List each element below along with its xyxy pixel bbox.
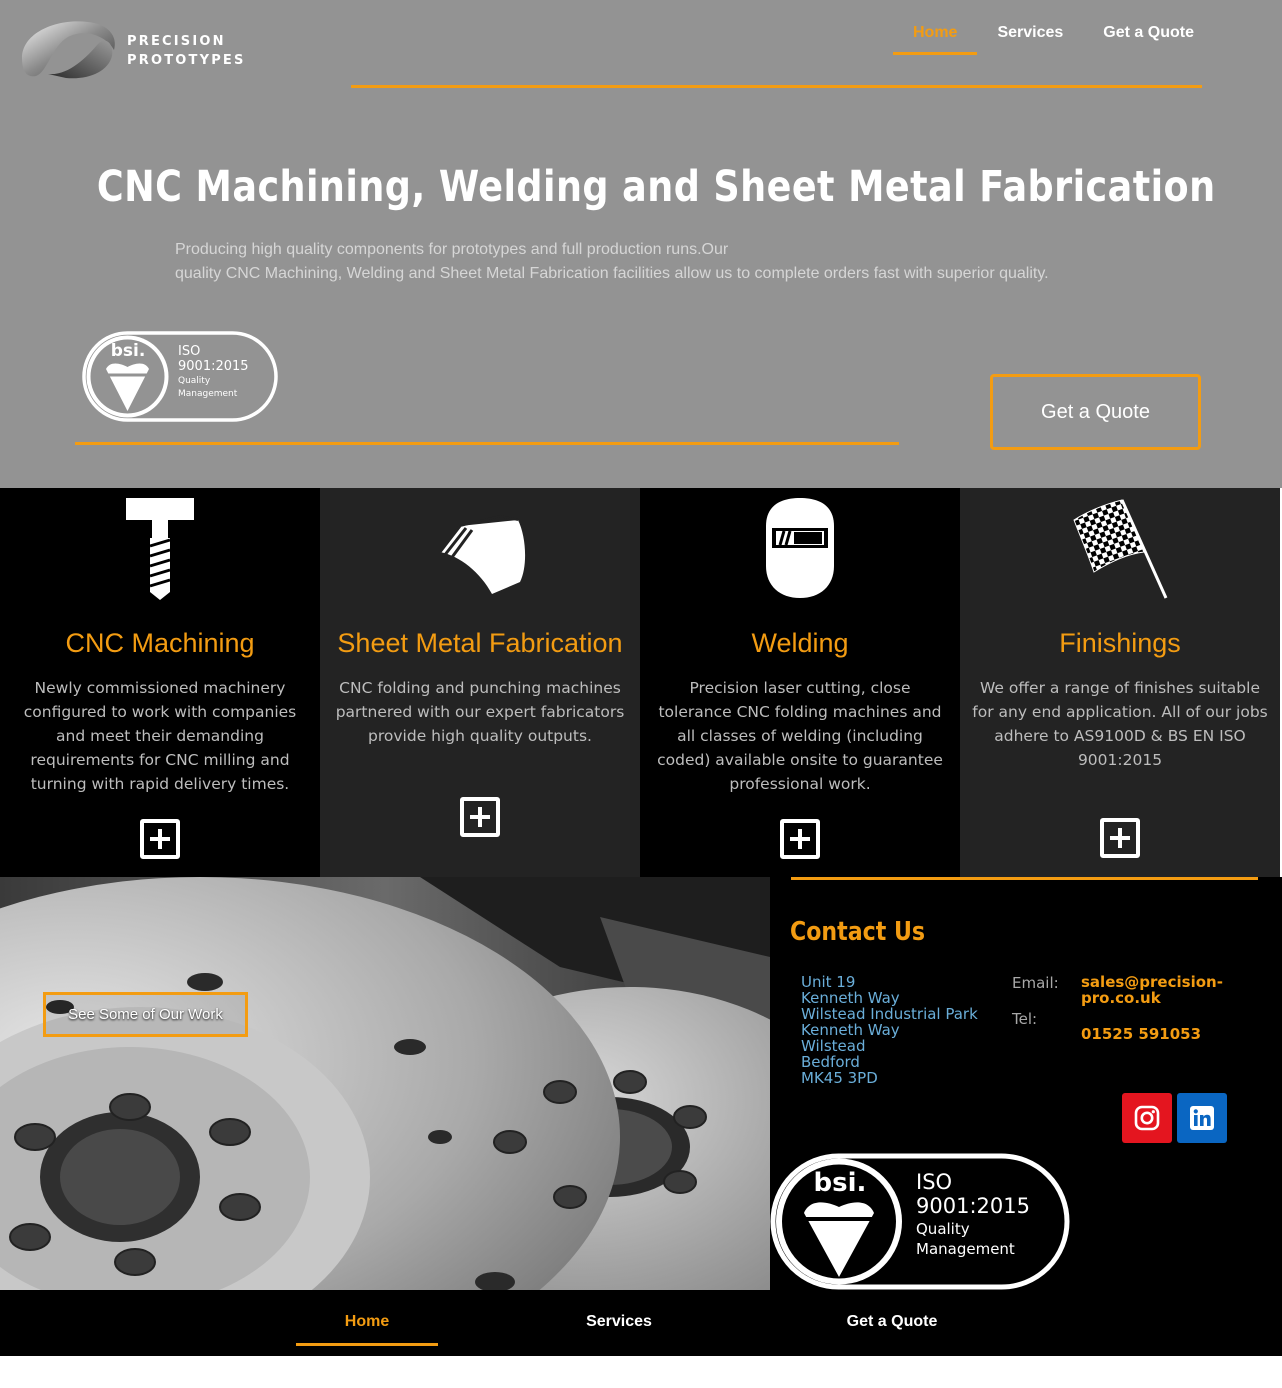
logo-line-1: PRECISION — [127, 34, 226, 49]
linkedin-button[interactable] — [1177, 1093, 1227, 1143]
footer-quote-link[interactable]: Get a Quote — [846, 1313, 938, 1330]
tel-link[interactable]: 01525 591053 — [1081, 1025, 1202, 1043]
sheet-metal-icon — [430, 496, 530, 600]
iso-badge-large-line-2: Management — [916, 1240, 1015, 1258]
services-section — [0, 488, 1282, 877]
instagram-button[interactable] — [1122, 1093, 1172, 1143]
iso-badge-large-line-1: Quality — [916, 1220, 970, 1238]
hero-divider — [75, 442, 899, 445]
iso-badge-standard: ISO — [178, 344, 201, 359]
iso-certification-badge-large — [770, 1153, 1070, 1290]
hero-section — [0, 0, 1282, 488]
welding-mask-icon — [750, 496, 850, 600]
nav-services-link[interactable]: Services — [997, 24, 1064, 41]
service-card-welding — [640, 488, 960, 877]
iso-badge-large-number: 9001:2015 — [916, 1194, 1030, 1218]
logo-text — [127, 32, 246, 70]
service-description: Precision laser cutting, close tolerance CNC folding machines and all classes of welding (including coded) available onsite to guarantee professional work. — [657, 679, 943, 793]
iso-badge-number: 9001:2015 — [178, 359, 249, 374]
service-card-cnc-machining — [0, 488, 320, 877]
linkedin-icon — [1189, 1105, 1215, 1131]
tel-label: Tel: — [1012, 1010, 1038, 1028]
contact-heading: Contact Us — [790, 917, 926, 947]
checkered-flag-icon — [1070, 496, 1170, 600]
footer-nav — [0, 1290, 1282, 1356]
hero-subtitle-line-1: Producing high quality components for prototypes and full production runs.Our — [175, 241, 729, 258]
address-block — [801, 974, 978, 1086]
address-line: Kenneth Way — [801, 989, 900, 1007]
logo-swoosh-icon — [18, 14, 118, 80]
service-card-finishings — [960, 488, 1280, 877]
logo-line-2: PROTOTYPES — [127, 53, 246, 68]
service-description: CNC folding and punching machines partnered with our expert fabricators provide high quality outputs. — [335, 679, 625, 745]
address-line: Wilstead — [801, 1037, 866, 1055]
address-line: MK45 3PD — [801, 1069, 878, 1087]
iso-badge-large-brand: bsi. — [813, 1168, 867, 1198]
expand-plus-icon[interactable] — [140, 819, 180, 859]
service-card-sheet-metal — [320, 488, 640, 877]
top-nav — [893, 14, 1214, 56]
email-line-2: pro.co.uk — [1081, 989, 1161, 1007]
nav-divider — [351, 85, 1202, 88]
expand-plus-icon[interactable] — [780, 819, 820, 859]
iso-badge-large-standard: ISO — [916, 1170, 953, 1194]
nav-home-link[interactable]: Home — [893, 14, 977, 55]
work-photo-section — [0, 877, 770, 1290]
address-line: Bedford — [801, 1053, 860, 1071]
instagram-icon — [1134, 1105, 1160, 1131]
iso-badge-brand: bsi. — [110, 341, 146, 361]
see-our-work-button[interactable]: See Some of Our Work — [43, 992, 248, 1037]
service-title: CNC Machining — [65, 628, 255, 658]
footer-services-link[interactable]: Services — [586, 1313, 652, 1330]
email-label: Email: — [1012, 974, 1059, 992]
service-title: Welding — [751, 628, 849, 658]
iso-badge-line-1: Quality — [178, 376, 211, 386]
expand-plus-icon[interactable] — [460, 797, 500, 837]
address-line: Wilstead Industrial Park — [801, 1005, 978, 1023]
service-title: Finishings — [1059, 628, 1181, 658]
machined-parts-photo — [0, 877, 770, 1290]
contact-section — [770, 877, 1282, 1290]
hero-subtitle-line-2: quality CNC Machining, Welding and Sheet Metal Fabrication facilities allow us to complete orders fast with superior quality. — [175, 265, 1049, 282]
site-logo[interactable] — [18, 14, 258, 84]
hero-subtitle — [175, 238, 1075, 286]
address-line: Kenneth Way — [801, 1021, 900, 1039]
service-title: Sheet Metal Fabrication — [337, 628, 623, 658]
nav-quote-link[interactable]: Get a Quote — [1103, 24, 1194, 41]
footer-home-link[interactable]: Home — [296, 1290, 438, 1346]
email-link[interactable] — [1081, 974, 1223, 1006]
address-line: Unit 19 — [801, 973, 856, 991]
contact-divider — [791, 877, 1258, 880]
iso-certification-badge — [82, 331, 278, 422]
service-description: Newly commissioned machinery configured to work with companies and meet their demanding requirements for CNC milling and turning with rapid delivery times. — [23, 679, 297, 793]
hero-title: CNC Machining, Welding and Sheet Metal Fabrication — [96, 162, 1216, 212]
get-quote-button[interactable]: Get a Quote — [990, 374, 1201, 450]
email-line-1: sales@precision- — [1081, 973, 1223, 991]
iso-badge-line-2: Management — [178, 389, 238, 399]
service-description: We offer a range of finishes suitable for any end application. All of our jobs adhere to AS9100D & BS EN ISO 9001:2015 — [972, 679, 1268, 769]
end-mill-icon — [110, 496, 210, 600]
expand-plus-icon[interactable] — [1100, 818, 1140, 858]
